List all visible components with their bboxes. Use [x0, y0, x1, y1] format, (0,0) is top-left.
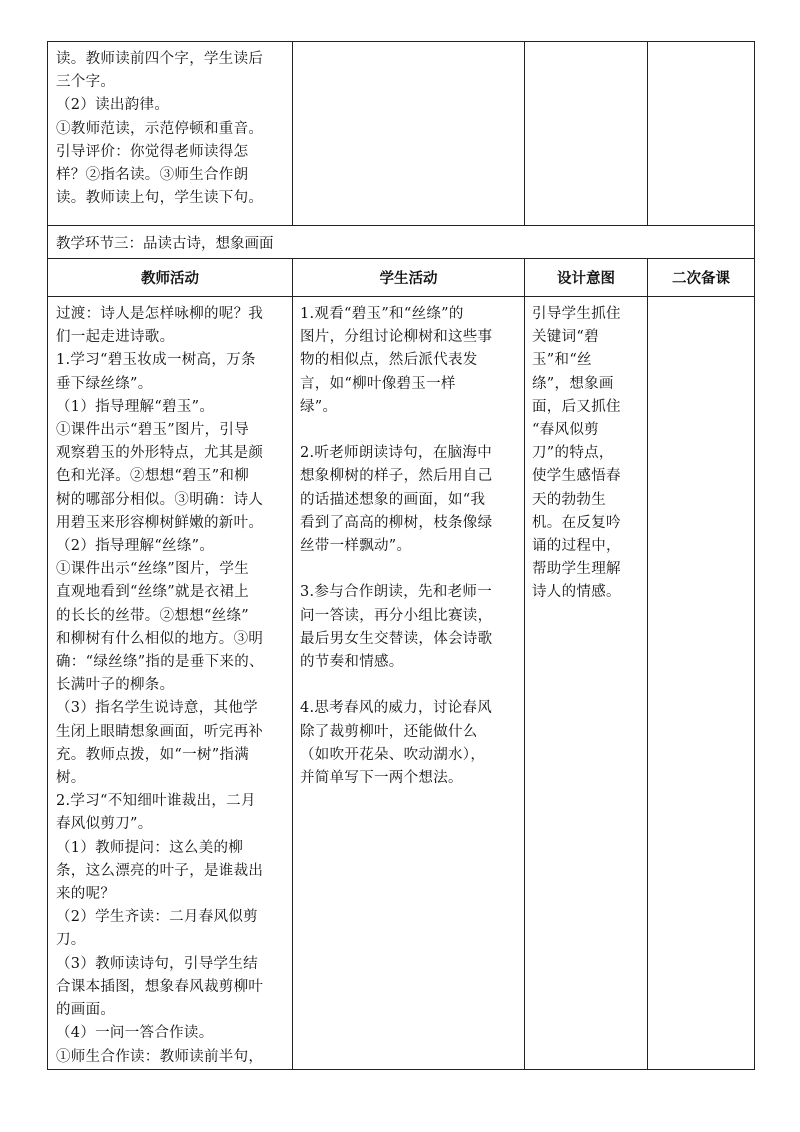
student-activity-line: 物的相似点，然后派代表发 — [300, 352, 478, 369]
teacher-activity-line: ①课件出示“碧玉”图片，引导 — [56, 422, 250, 439]
header-second-prep: 二次备课 — [648, 259, 755, 297]
section-title: 教学环节三：品读古诗，想象画面 — [48, 226, 755, 259]
student-activity-line: 1.观看“碧玉”和“丝绦”的 — [300, 306, 464, 322]
student-activity-line: 并简单写下一两个想法。 — [300, 770, 463, 787]
teacher-activity-line: ①课件出示“丝绦”图片，学生 — [56, 561, 250, 578]
teacher-activity-line: 树的哪部分相似。③明确：诗人 — [56, 491, 264, 508]
design-intent-line: 帮助学生理解 — [532, 561, 621, 578]
teacher-activity-line: 观察碧玉的外形特点，尤其是颜 — [56, 445, 264, 462]
continued-row — [48, 42, 755, 226]
student-activity-line: 4.思考春风的威力，讨论春风 — [300, 700, 493, 717]
continued-teacher-line: 引导评价：你觉得老师读得怎 — [56, 143, 249, 160]
teacher-activity-line: 们一起走进诗歌。 — [56, 329, 175, 346]
student-activity-cell — [293, 297, 525, 1070]
continued-teacher-line: 读。教师读上句，学生读下句。 — [56, 190, 264, 207]
design-intent-cell — [525, 297, 648, 1070]
design-intent-line: 天的勃勃生 — [532, 491, 606, 508]
student-activity-line: 问一答读，再分小组比赛读， — [300, 607, 493, 624]
teacher-activity-text — [56, 303, 285, 1069]
teacher-activity-line: （2）指导理解“丝绦”。 — [56, 538, 215, 555]
teacher-activity-line: 和柳树有什么相似的地方。③明 — [56, 630, 264, 647]
teacher-activity-line: 生闭上眼睛想象画面，听完再补 — [56, 723, 264, 740]
student-activity-line: 绿”。 — [300, 398, 338, 415]
header-design-intent: 设计意图 — [525, 259, 648, 297]
design-intent-line: “春风似剪 — [532, 422, 599, 439]
student-activity-line: 图片，分组讨论柳树和这些事 — [300, 329, 493, 346]
teacher-activity-line: 刀。 — [56, 932, 86, 949]
design-intent-line: 使学生感悟春 — [532, 468, 621, 485]
teacher-activity-line: 用碧玉来形容柳树鲜嫩的新叶。 — [56, 514, 264, 531]
header-student-activity: 学生活动 — [293, 259, 525, 297]
paragraph-gap — [300, 674, 517, 697]
continued-intent-cell — [525, 42, 648, 226]
design-intent-line: 刀”的特点， — [532, 445, 614, 462]
teacher-activity-line: 春风似剪刀”。 — [56, 816, 153, 833]
header-row — [48, 259, 755, 297]
student-activity-line: 最后男女生交替读，体会诗歌 — [300, 630, 493, 647]
student-activity-line: 言，如“柳叶像碧玉一样 — [300, 375, 456, 392]
design-intent-line: 绦”，想象画 — [532, 375, 614, 392]
design-intent-line: 诗人的情感。 — [532, 584, 621, 601]
teacher-activity-line: （3）教师读诗句，引导学生结 — [56, 955, 258, 972]
teacher-activity-line: 垂下绿丝绦”。 — [56, 375, 153, 392]
teacher-activity-line: 树。 — [56, 770, 86, 787]
continued-teacher-line: （2）读出韵律。 — [56, 97, 170, 114]
design-intent-line: 诵的过程中， — [532, 538, 621, 555]
teacher-activity-line: 的画面。 — [56, 1002, 116, 1019]
continued-teacher-cell — [48, 42, 293, 226]
teacher-activity-line: 2.学习“不知细叶谁裁出，二月 — [56, 793, 256, 810]
teacher-activity-line: （4）一问一答合作读。 — [56, 1025, 214, 1042]
continued-teacher-text — [56, 48, 285, 210]
teacher-activity-line: ①师生合作读：教师读前半句， — [56, 1048, 264, 1065]
design-intent-line: 面，后又抓住 — [532, 398, 621, 415]
teacher-activity-line: （2）学生齐读：二月春风似剪 — [56, 909, 258, 926]
paragraph-gap — [300, 419, 517, 442]
teacher-activity-line: 合课本插图，想象春风裁剪柳叶 — [56, 978, 264, 995]
teacher-activity-line: （3）指名学生说诗意，其他学 — [56, 700, 258, 717]
design-intent-line: 引导学生抓住 — [532, 306, 621, 322]
content-row — [48, 297, 755, 1070]
continued-teacher-line: 样？②指名读。③师生合作朗 — [56, 167, 249, 184]
student-activity-line: 想象柳树的样子，然后用自己 — [300, 468, 493, 485]
teacher-activity-line: 长满叶子的柳条。 — [56, 677, 175, 694]
teacher-activity-line: 直观地看到“丝绦”就是衣裙上 — [56, 584, 250, 601]
design-intent-line: 关键词“碧 — [532, 329, 599, 346]
design-intent-line: 机。在反复吟 — [532, 514, 621, 531]
design-intent-line: 玉”和“丝 — [532, 352, 592, 369]
header-teacher-activity: 教师活动 — [48, 259, 293, 297]
teacher-activity-line: 来的呢？ — [56, 886, 116, 903]
student-activity-line: （如吹开花朵、吹动湖水）， — [300, 746, 486, 763]
student-activity-line: 2.听老师朗读诗句，在脑海中 — [300, 445, 493, 462]
teacher-activity-line: （1）教师提问：这么美的柳 — [56, 839, 244, 856]
continued-teacher-line: ①教师范读，示范停顿和重音。 — [56, 120, 264, 137]
teacher-activity-line: 条，这么漂亮的叶子，是谁裁出 — [56, 862, 264, 879]
section-row — [48, 226, 755, 259]
continued-teacher-line: 三个字。 — [56, 74, 116, 91]
student-activity-line: 看到了高高的柳树，枝条像绿 — [300, 514, 493, 531]
teacher-activity-line: 确：“绿丝绦”指的是垂下来的、 — [56, 654, 264, 671]
continued-teacher-line: 读。教师读前四个字，学生读后 — [56, 51, 264, 67]
student-activity-line: 的节奏和情感。 — [300, 654, 404, 671]
teacher-activity-line: 1.学习“碧玉妆成一树高，万条 — [56, 352, 256, 369]
student-activity-line: 除了裁剪柳叶，还能做什么 — [300, 723, 478, 740]
student-activity-line: 的话描述想象的画面，如“我 — [300, 491, 486, 508]
student-activity-line: 3.参与合作朗读，先和老师一 — [300, 584, 493, 601]
teacher-activity-cell — [48, 297, 293, 1070]
lesson-plan-table — [47, 41, 755, 1070]
student-activity-line: 丝带一样飘动”。 — [300, 538, 412, 555]
continued-second-cell — [648, 42, 755, 226]
teacher-activity-line: 色和光泽。②想想“碧玉”和柳 — [56, 468, 250, 485]
teacher-activity-line: （1）指导理解“碧玉”。 — [56, 398, 215, 415]
continued-student-cell — [293, 42, 525, 226]
second-prep-cell — [648, 297, 755, 1070]
paragraph-gap — [300, 558, 517, 581]
design-intent-text — [532, 303, 641, 605]
teacher-activity-line: 过渡：诗人是怎样咏柳的呢？我 — [56, 306, 264, 322]
student-activity-text — [300, 303, 517, 790]
teacher-activity-line: 充。教师点拨，如“一树”指满 — [56, 746, 250, 763]
teacher-activity-line: 的长长的丝带。②想想“丝绦” — [56, 607, 250, 624]
